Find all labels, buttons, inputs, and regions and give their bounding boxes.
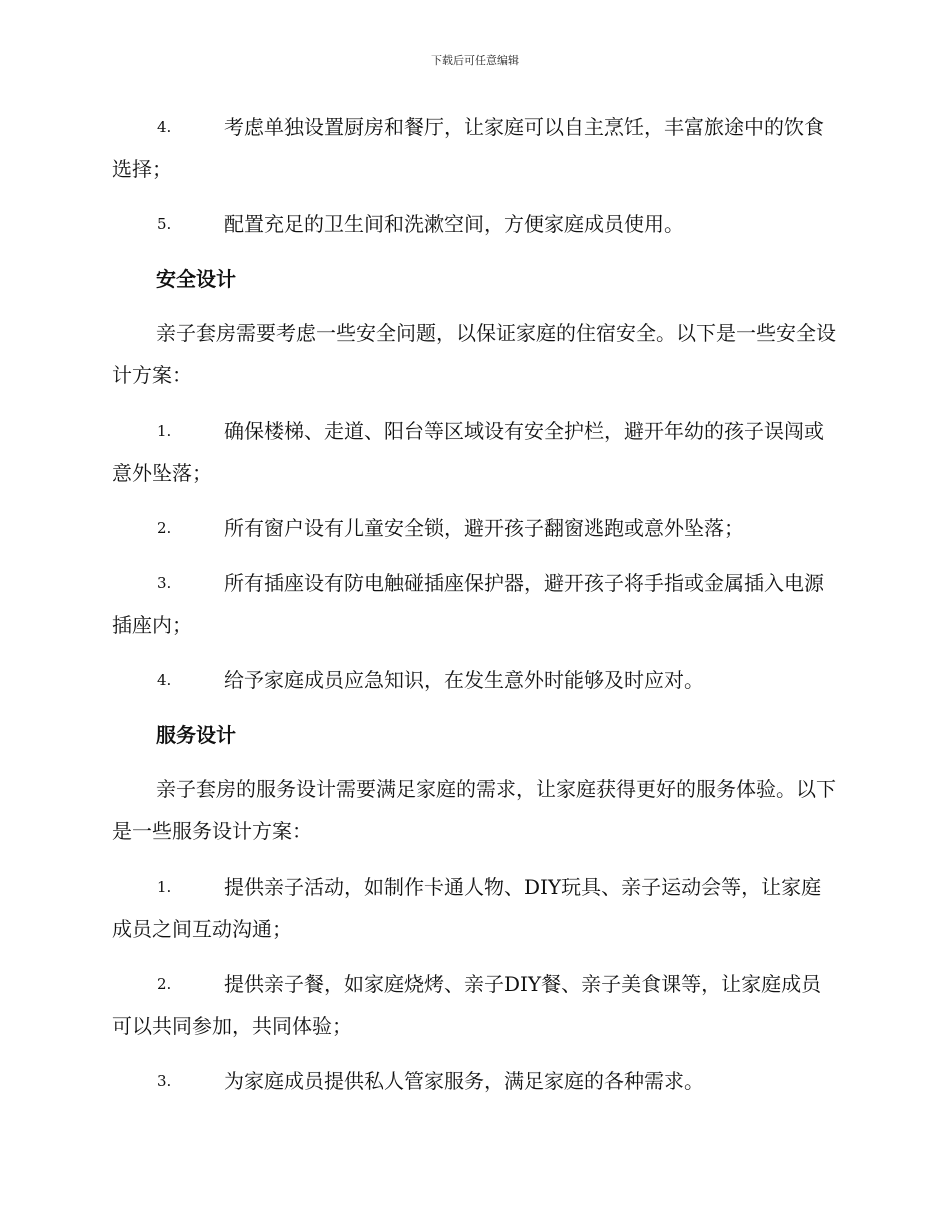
list-item	[112, 106, 840, 190]
list-text: 提供亲子餐，如家庭烧烤、亲子DIY餐、亲子美食课等，让家庭成员可以共同参加，共同体验；	[112, 972, 822, 1038]
list-number: 1.	[157, 422, 172, 440]
list-item	[112, 507, 840, 549]
list-text: 所有插座设有防电触碰插座保护器，避开孩子将手指或金属插入电源插座内；	[112, 571, 824, 637]
list-text: 确保楼梯、走道、阳台等区域设有安全护栏，避开年幼的孩子误闯或意外坠落；	[112, 419, 824, 485]
list-number: 1.	[157, 878, 172, 896]
paragraph-text: 亲子套房需要考虑一些安全问题，以保证家庭的住宿安全。以下是一些安全设计方案：	[112, 321, 836, 387]
list-number: 4.	[157, 118, 172, 136]
list-number: 2.	[157, 519, 172, 537]
list-item	[112, 866, 840, 950]
list-number: 5.	[157, 215, 172, 233]
list-text: 考虑单独设置厨房和餐厅，让家庭可以自主烹饪，丰富旅途中的饮食选择；	[112, 115, 824, 181]
section-heading-safety: 安全设计	[156, 267, 236, 291]
safety-intro-paragraph	[112, 312, 840, 396]
service-intro-paragraph	[112, 768, 840, 852]
list-item	[112, 203, 840, 245]
list-item	[112, 659, 840, 701]
list-number: 3.	[157, 1072, 172, 1090]
list-text: 给予家庭成员应急知识，在发生意外时能够及时应对。	[224, 668, 704, 692]
list-item	[112, 410, 840, 494]
section-heading-service: 服务设计	[156, 723, 236, 747]
list-text: 提供亲子活动，如制作卡通人物、DIY玩具、亲子运动会等，让家庭成员之间互动沟通；	[112, 875, 822, 941]
list-text: 为家庭成员提供私人管家服务，满足家庭的各种需求。	[224, 1069, 704, 1093]
list-text: 配置充足的卫生间和洗漱空间，方便家庭成员使用。	[224, 212, 684, 236]
paragraph-text: 亲子套房的服务设计需要满足家庭的需求，让家庭获得更好的服务体验。以下是一些服务设计方案：	[112, 777, 836, 843]
list-number: 3.	[157, 574, 172, 592]
page-header: 下载后可任意编辑	[431, 54, 519, 67]
list-number: 4.	[157, 671, 172, 689]
list-item	[112, 963, 840, 1047]
list-item	[112, 562, 840, 646]
list-text: 所有窗户设有儿童安全锁，避开孩子翻窗逃跑或意外坠落；	[224, 516, 744, 540]
list-item	[112, 1060, 840, 1102]
list-number: 2.	[157, 975, 172, 993]
